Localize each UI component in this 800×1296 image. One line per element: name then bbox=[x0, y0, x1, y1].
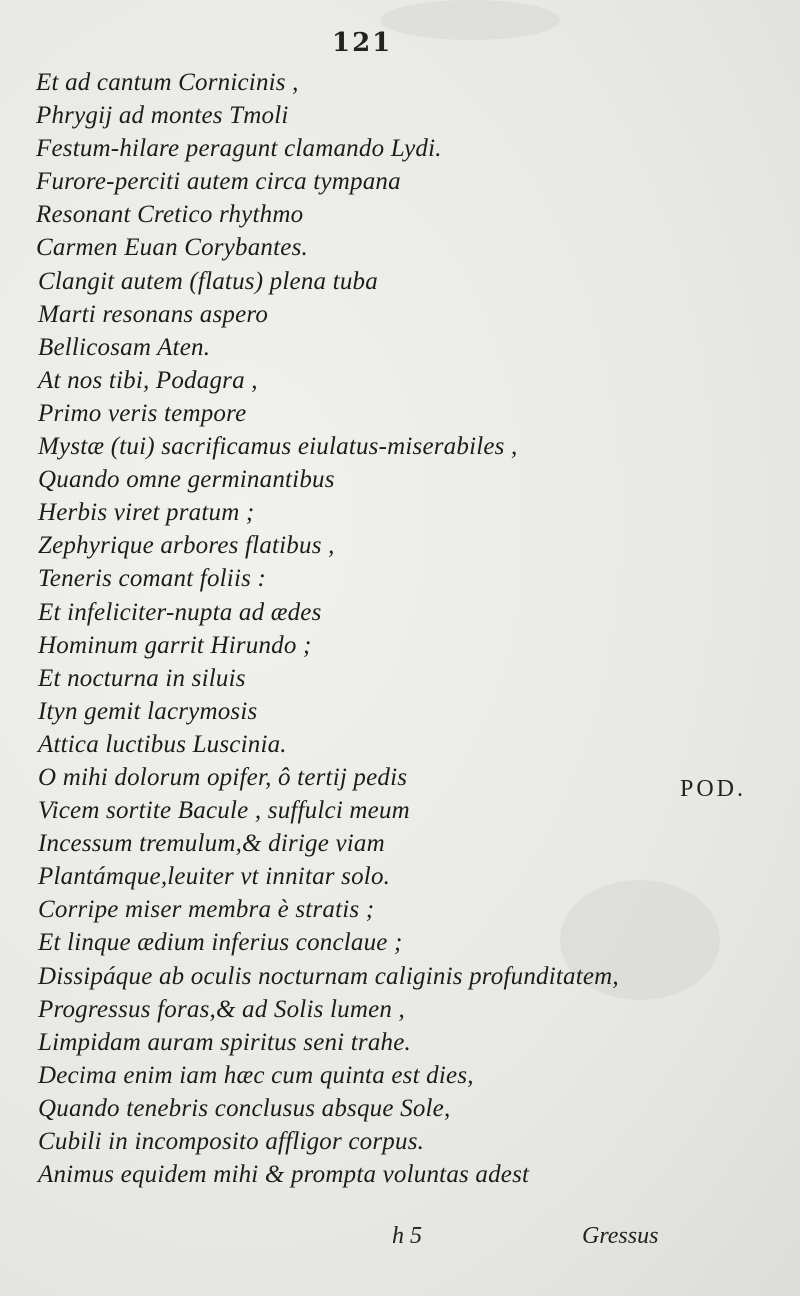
verse-line: O mihi dolorum opifer, ô tertij pedis bbox=[38, 763, 408, 791]
catchword: Gressus bbox=[582, 1223, 659, 1249]
verse-line: Et ad cantum Cornicinis , bbox=[36, 69, 299, 96]
verse-line: Herbis viret pratum ; bbox=[38, 499, 255, 527]
verse-line: Dissipáque ab oculis nocturnam caliginis profunditatem, bbox=[38, 962, 619, 990]
verse-line: Plantámque,leuiter vt innitar solo. bbox=[38, 863, 391, 891]
verse-text bbox=[36, 66, 676, 1191]
verse-line: Hominum garrit Hirundo ; bbox=[38, 631, 312, 659]
verse-line: Progressus foras,& ad Solis lumen , bbox=[38, 995, 405, 1023]
signature-mark: h 5 bbox=[392, 1223, 422, 1249]
verse-line: Et nocturna in siluis bbox=[38, 664, 246, 692]
verse-line: Ityn gemit lacrymosis bbox=[38, 697, 258, 725]
verse-line: Vicem sortite Bacule , suffulci meum bbox=[38, 797, 410, 825]
verse-line: Attica luctibus Luscinia. bbox=[38, 730, 287, 758]
verse-line: Decima enim iam hæc cum quinta est dies, bbox=[38, 1061, 474, 1089]
verse-line: Phrygij ad montes Tmoli bbox=[36, 102, 289, 130]
verse-line: Carmen Euan Corybantes. bbox=[36, 234, 308, 262]
verse-line: Zephyrique arbores flatibus , bbox=[38, 532, 335, 560]
verse-line: Teneris comant foliis : bbox=[38, 565, 266, 593]
paper-stain bbox=[380, 0, 560, 40]
verse-line: Clangit autem (flatus) plena tuba bbox=[38, 267, 378, 295]
verse-line: Quando tenebris conclusus absque Sole, bbox=[38, 1094, 451, 1122]
verse-line: Resonant Cretico rhythmo bbox=[36, 201, 304, 229]
verse-line: Bellicosam Aten. bbox=[38, 333, 211, 361]
page-number: 121 bbox=[332, 28, 393, 58]
verse-line: Primo veris tempore bbox=[38, 399, 247, 427]
verse-line: Mystæ (tui) sacrificamus eiulatus-miserabiles , bbox=[38, 433, 518, 461]
verse-line: Marti resonans aspero bbox=[38, 300, 269, 328]
verse-line: At nos tibi, Podagra , bbox=[38, 366, 258, 394]
verse-line: Et linque ædium inferius conclaue ; bbox=[38, 929, 403, 957]
verse-line: Incessum tremulum,& dirige viam bbox=[38, 830, 385, 858]
verse-line: Quando omne germinantibus bbox=[38, 466, 335, 494]
verse-line: Animus equidem mihi & prompta voluntas adest bbox=[38, 1161, 530, 1189]
verse-line: Limpidam auram spiritus seni trahe. bbox=[38, 1028, 412, 1056]
verse-line: Cubili in incomposito affligor corpus. bbox=[38, 1128, 425, 1155]
verse-line: Furore-perciti autem circa tympana bbox=[36, 168, 401, 196]
verse-line: Et infeliciter-nupta ad ædes bbox=[38, 598, 322, 626]
verse-line: Corripe miser membra è stratis ; bbox=[38, 896, 375, 924]
speaker-label: POD. bbox=[680, 776, 747, 802]
verse-line: Festum-hilare peragunt clamando Lydi. bbox=[36, 135, 442, 163]
